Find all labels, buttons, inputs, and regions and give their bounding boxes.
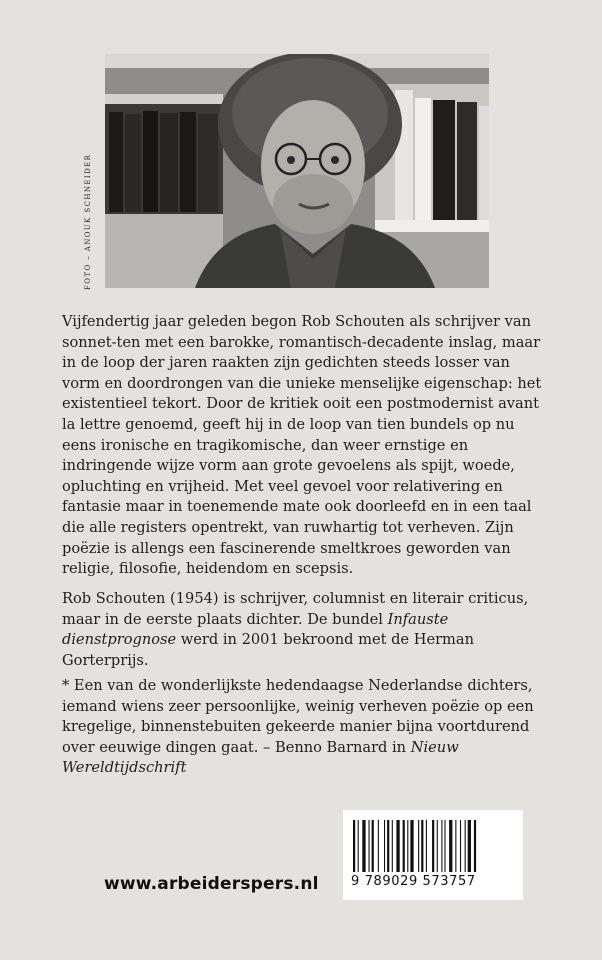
author-bio <box>62 589 542 671</box>
bio-text-before: Rob Schouten (1954) is schrijver, columnist en literair criticus, maar in de eerste plaats dichter. De bundel <box>62 590 529 628</box>
quote-source: Nieuw Wereldtijdschrift <box>62 738 459 777</box>
photo-credit: FOTO – ANOUK SCHNEIDER <box>84 153 92 290</box>
bio-text-after: werd in 2001 bekroond met de Herman Gorterprijs. <box>62 631 474 669</box>
quote-text: * Een van de wonderlijkste hedendaagse Nederlandse dichters, iemand wiens zeer persoonlijke, weinig verheven poëzie op een kregelige, binnenstebuiten gekeerde manier bijna voortdurend over eeuwige dingen gaat. – Benno Barnard in <box>62 677 534 756</box>
author-description: Vijfendertig jaar geleden begon Rob Schouten als schrijver van sonnet-ten met een barokke, romantisch-decadente inslag, maar in de loop der jaren raakten zijn gedichten steeds losser van vorm en doordrongen van die unieke menselijke eigenschap: het existentieel tekort. Door de kritiek ooit een postmodernist avant la lettre genoemd, geeft hij in de loop van tien bundels op nu eens ironische en tragikomische, dan weer ernstige en indringende wijze vorm aan grote gevoelens als spijt, woede, opluchting en vrijheid. Met veel gevoel voor relativering en fantasie maar in toenemende mate ook doorleefd en in een taal die alle registers opentrekt, van ruwhartig tot verheven. Zijn poëzie is allengs een fascinerende smeltkroes geworden van religie, filosofie, heidendom en scepsis. <box>62 313 542 578</box>
barcode-bars <box>351 820 515 872</box>
isbn-number: 9 789029 573757 <box>351 874 476 889</box>
publisher-website[interactable]: www.arbeiderspers.nl <box>104 874 319 894</box>
book-title: Infauste dienstprognose <box>62 610 449 649</box>
review-quote <box>62 676 542 779</box>
author-portrait-image <box>105 54 489 288</box>
author-photo <box>105 54 489 288</box>
barcode <box>343 810 523 900</box>
